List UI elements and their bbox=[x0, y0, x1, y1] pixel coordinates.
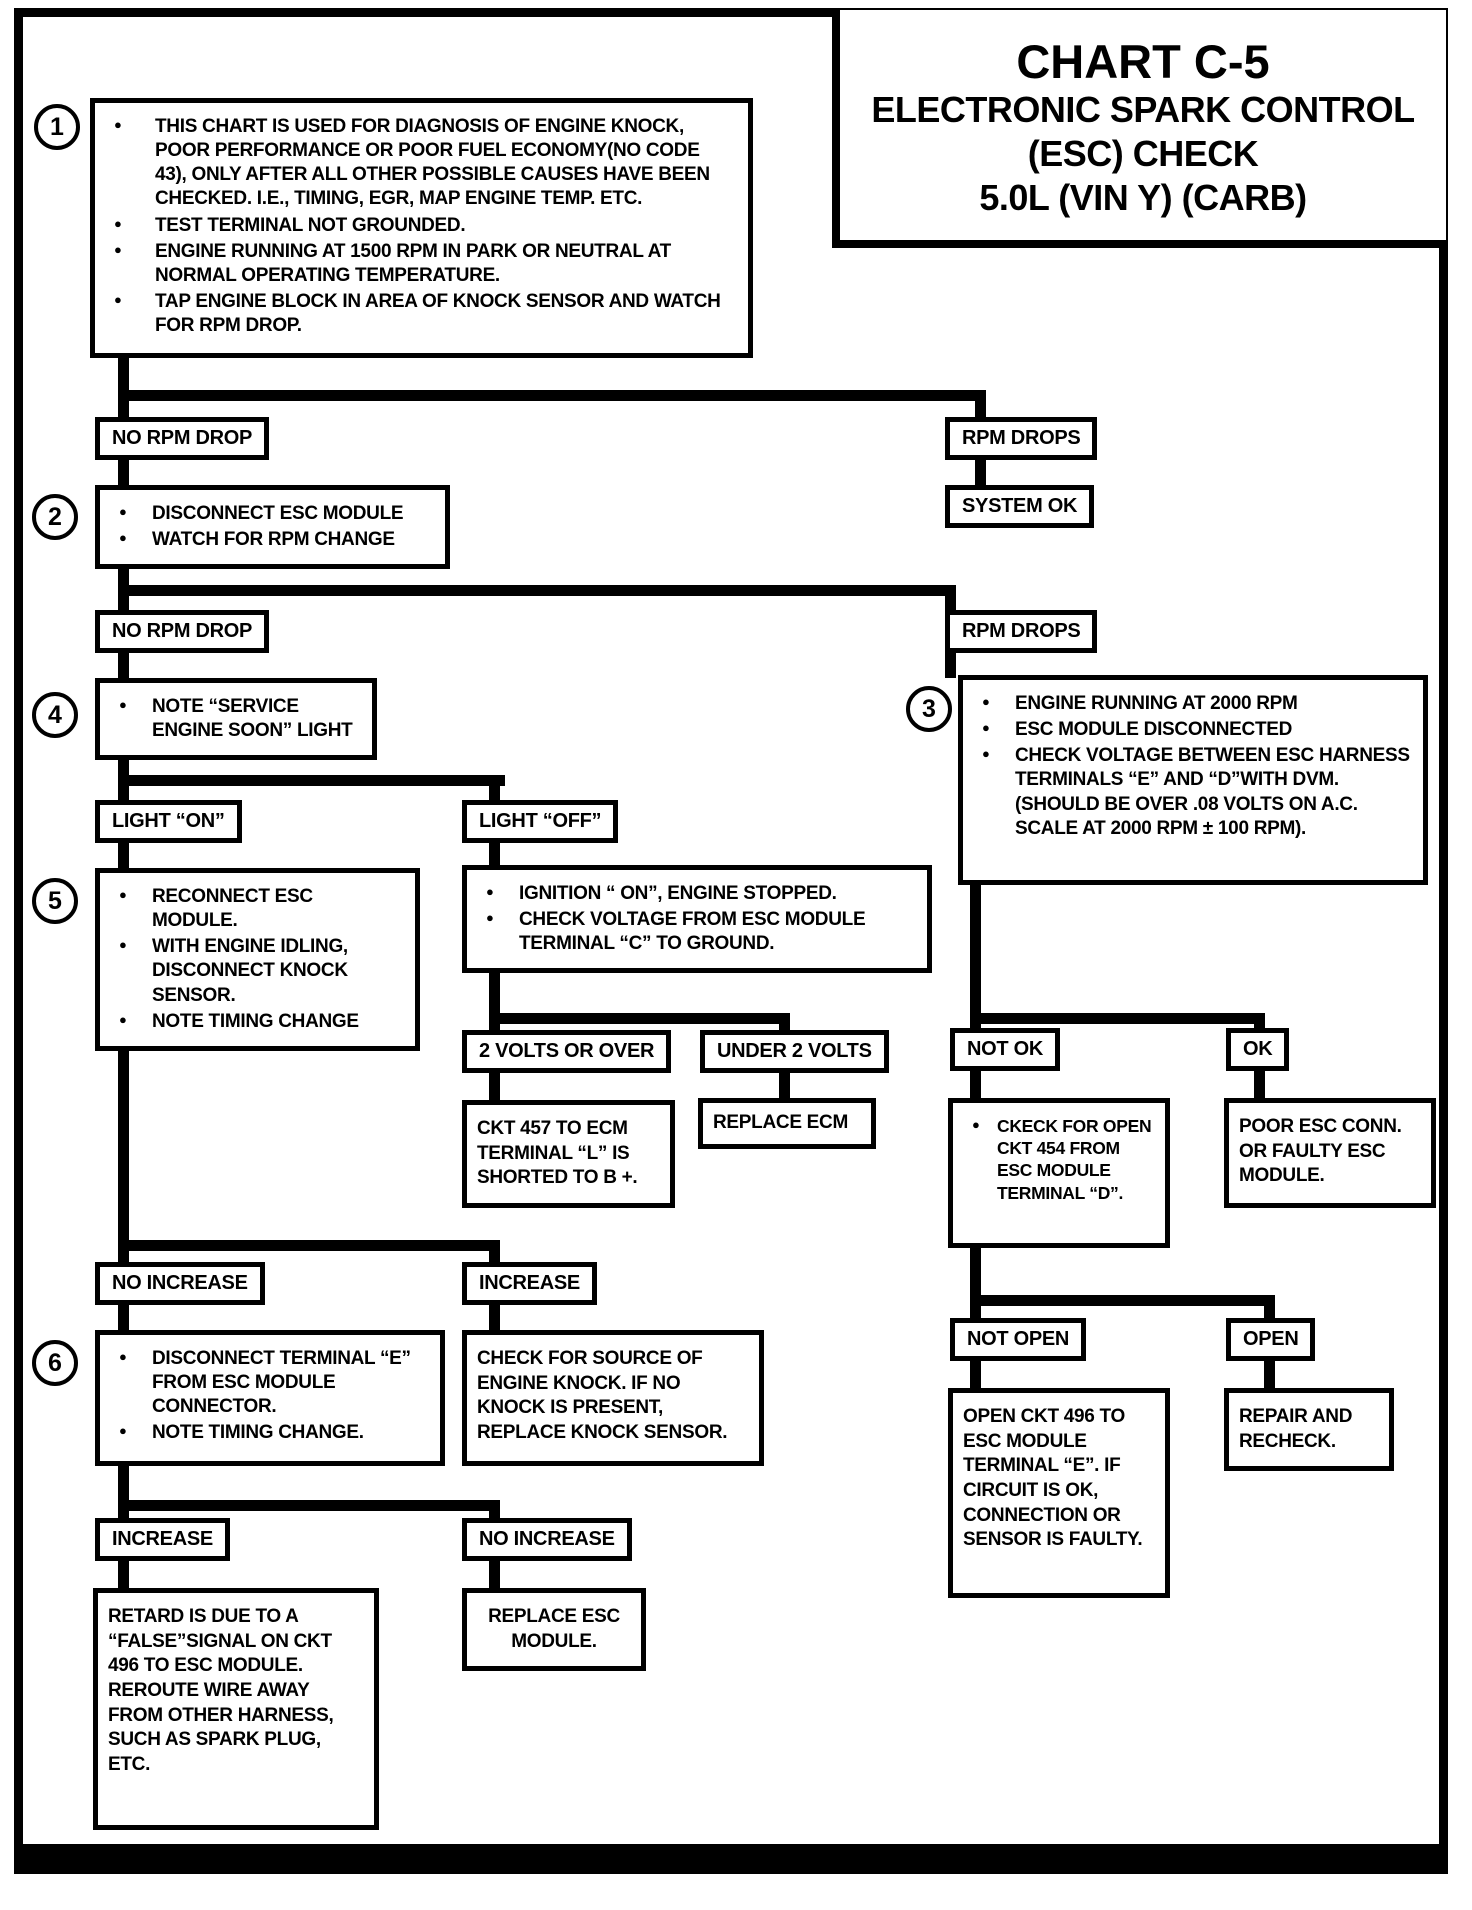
connector-line bbox=[489, 1300, 500, 1334]
outcome-poor-esc-box: POOR ESC CONN. OR FAULTY ESC MODULE. bbox=[1224, 1098, 1436, 1208]
step-1-box bbox=[90, 98, 753, 358]
connector-line bbox=[118, 1500, 129, 1520]
step-3-item: ● ENGINE RUNNING AT 2000 RPM bbox=[975, 692, 1411, 716]
connector-line bbox=[489, 966, 500, 1016]
connector-line bbox=[970, 1013, 1265, 1024]
outcome-retard-false-signal-box: RETARD IS DUE TO A “FALSE”SIGNAL ON CKT 496 TO ESC MODULE. REROUTE WIRE AWAY FROM OTHER HARNESS, SUCH AS SPARK PLUG, ETC. bbox=[93, 1588, 379, 1830]
branch-label-light-on: LIGHT “ON” bbox=[95, 800, 242, 843]
ignition-check-box bbox=[462, 865, 932, 973]
connector-line bbox=[489, 1500, 500, 1520]
step-4-item: ● NOTE “SERVICE ENGINE SOON” LIGHT bbox=[112, 695, 360, 743]
step-1-item: ● ENGINE RUNNING AT 1500 RPM IN PARK OR NEUTRAL AT NORMAL OPERATING TEMPERATURE. bbox=[107, 240, 736, 288]
connector-line bbox=[970, 1248, 981, 1300]
step-5-box bbox=[95, 868, 420, 1051]
branch-label-increase-2: INCREASE bbox=[95, 1518, 230, 1561]
connector-line bbox=[1254, 1068, 1265, 1102]
outcome-replace-ecm-box: REPLACE ECM bbox=[698, 1098, 876, 1149]
ignition-check-item: ● IGNITION “ ON”, ENGINE STOPPED. bbox=[479, 882, 915, 906]
step-3-item: ● CHECK VOLTAGE BETWEEN ESC HARNESS TERMINALS “E” AND “D”WITH DVM. (SHOULD BE OVER .08 VOLTS ON A.C. SCALE AT 2000 RPM ± 100 RPM). bbox=[975, 744, 1411, 841]
chart-title: CHART C-5 bbox=[1016, 35, 1270, 88]
branch-label-no-rpm-drop-1: NO RPM DROP bbox=[95, 417, 269, 460]
step-3-box bbox=[958, 675, 1428, 885]
chart-subtitle-3: 5.0L (VIN Y) (CARB) bbox=[979, 177, 1307, 218]
check-open-ckt454-item: ● CKECK FOR OPEN CKT 454 FROM ESC MODULE TERMINAL “D”. bbox=[965, 1115, 1153, 1204]
connector-line bbox=[970, 885, 981, 1017]
ignition-check-item: ● CHECK VOLTAGE FROM ESC MODULE TERMINAL “C” TO GROUND. bbox=[479, 908, 915, 956]
bottom-border-bar bbox=[20, 1844, 1442, 1874]
outcome-ckt457-box: CKT 457 TO ECM TERMINAL “L” IS SHORTED TO B +. bbox=[462, 1100, 675, 1208]
step-1-badge: 1 bbox=[34, 104, 80, 150]
branch-label-no-rpm-drop-2: NO RPM DROP bbox=[95, 610, 269, 653]
connector-line bbox=[118, 1300, 129, 1334]
connector-line bbox=[489, 1240, 500, 1264]
step-5-item: ● NOTE TIMING CHANGE bbox=[112, 1010, 403, 1034]
branch-label-not-ok: NOT OK bbox=[950, 1028, 1060, 1071]
check-open-ckt454-box bbox=[948, 1098, 1170, 1248]
branch-label-2-volts-or-over: 2 VOLTS OR OVER bbox=[462, 1030, 671, 1073]
connector-line bbox=[118, 1240, 500, 1251]
branch-label-no-increase-1: NO INCREASE bbox=[95, 1262, 265, 1305]
step-2-item: ● WATCH FOR RPM CHANGE bbox=[112, 528, 433, 552]
step-3-badge: 3 bbox=[906, 686, 952, 732]
step-6-item: ● DISCONNECT TERMINAL “E” FROM ESC MODULE CONNECTOR. bbox=[112, 1347, 428, 1419]
branch-label-ok: OK bbox=[1226, 1028, 1289, 1071]
connector-line bbox=[970, 1068, 981, 1102]
branch-label-under-2-volts: UNDER 2 VOLTS bbox=[700, 1030, 889, 1073]
connector-line bbox=[970, 1295, 981, 1320]
connector-line bbox=[970, 1295, 1275, 1306]
outcome-repair-recheck-box: REPAIR AND RECHECK. bbox=[1224, 1388, 1394, 1471]
connector-line bbox=[489, 1013, 790, 1024]
step-6-badge: 6 bbox=[32, 1340, 78, 1386]
title-panel bbox=[832, 10, 1446, 248]
connector-line bbox=[118, 585, 956, 596]
outcome-open-ckt496-box: OPEN CKT 496 TO ESC MODULE TERMINAL “E”. IF CIRCUIT IS OK, CONNECTION OR SENSOR IS FAULTY. bbox=[948, 1388, 1170, 1598]
step-4-badge: 4 bbox=[32, 692, 78, 738]
step-1-item: ● TEST TERMINAL NOT GROUNDED. bbox=[107, 214, 736, 238]
chart-subtitle-2: (ESC) CHECK bbox=[1027, 133, 1259, 174]
branch-label-open: OPEN bbox=[1226, 1318, 1315, 1361]
connector-line bbox=[489, 1556, 500, 1592]
step-6-box bbox=[95, 1330, 445, 1466]
connector-line bbox=[118, 775, 505, 786]
step-2-badge: 2 bbox=[32, 494, 78, 540]
connector-line bbox=[1264, 1295, 1275, 1320]
chart-subtitle-1: ELECTRONIC SPARK CONTROL bbox=[871, 89, 1415, 130]
connector-line bbox=[118, 1500, 500, 1511]
step-1-item: ● THIS CHART IS USED FOR DIAGNOSIS OF ENGINE KNOCK, POOR PERFORMANCE OR POOR FUEL ECONOMY(NO CODE 43), ONLY AFTER ALL OTHER POSSIBLE CAUSES HAVE BEEN CHECKED. I.E., TIMING, EGR, MAP ENGINE TEMP. ETC. bbox=[107, 115, 736, 212]
connector-line bbox=[118, 1556, 129, 1592]
branch-label-rpm-drops-1: RPM DROPS bbox=[945, 417, 1097, 460]
outcome-replace-esc-module-box: REPLACE ESC MODULE. bbox=[462, 1588, 646, 1671]
step-5-badge: 5 bbox=[32, 878, 78, 924]
connector-line bbox=[118, 1044, 129, 1244]
branch-label-no-increase-2: NO INCREASE bbox=[462, 1518, 632, 1561]
connector-line bbox=[118, 1240, 129, 1264]
branch-label-increase-1: INCREASE bbox=[462, 1262, 597, 1305]
branch-label-rpm-drops-2: RPM DROPS bbox=[945, 610, 1097, 653]
step-6-item: ● NOTE TIMING CHANGE. bbox=[112, 1421, 428, 1445]
branch-label-light-off: LIGHT “OFF” bbox=[462, 800, 618, 843]
connector-line bbox=[489, 1068, 500, 1102]
step-2-box bbox=[95, 485, 450, 569]
connector-line bbox=[118, 390, 986, 401]
step-3-item: ● ESC MODULE DISCONNECTED bbox=[975, 718, 1411, 742]
step-4-box bbox=[95, 678, 377, 760]
connector-line bbox=[1264, 1356, 1275, 1392]
outcome-check-knock-source-box: CHECK FOR SOURCE OF ENGINE KNOCK. IF NO KNOCK IS PRESENT, REPLACE KNOCK SENSOR. bbox=[462, 1330, 764, 1466]
connector-line bbox=[970, 1356, 981, 1392]
outcome-system-ok: SYSTEM OK bbox=[945, 485, 1094, 528]
branch-label-not-open: NOT OPEN bbox=[950, 1318, 1086, 1361]
step-5-item: ● RECONNECT ESC MODULE. bbox=[112, 885, 403, 933]
step-5-item: ● WITH ENGINE IDLING, DISCONNECT KNOCK SENSOR. bbox=[112, 935, 403, 1007]
step-1-item: ● TAP ENGINE BLOCK IN AREA OF KNOCK SENSOR AND WATCH FOR RPM DROP. bbox=[107, 290, 736, 338]
step-2-item: ● DISCONNECT ESC MODULE bbox=[112, 502, 433, 526]
